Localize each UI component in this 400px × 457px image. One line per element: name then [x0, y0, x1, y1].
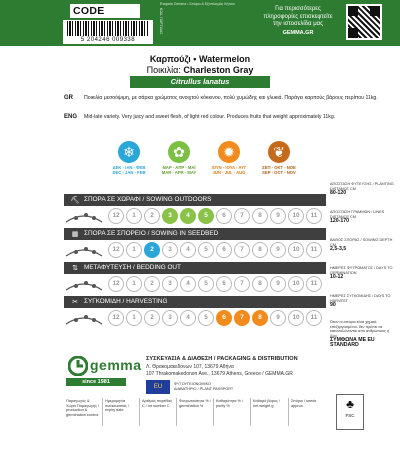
month-circle: 9 — [270, 242, 286, 258]
cell-label: Παραγωγός & Χώρα Παραγωγής / production & germination control — [66, 399, 100, 417]
month-circle: 4 — [180, 276, 196, 292]
month-circle: 6 — [216, 242, 232, 258]
season-summer — [206, 141, 252, 175]
latin-name: Citrullus lanatus — [130, 76, 270, 88]
month-circle: 11 — [306, 208, 322, 224]
season-autumn — [256, 141, 302, 175]
description-en: Mid-late variety. Very juicy and sweet flesh, of light red colour. Produces fruits that weight approximately 11kg. — [84, 114, 336, 120]
month-circle: 2 — [144, 310, 160, 326]
product-title: Καρπούζι • Watermelon — [149, 54, 251, 64]
season-label-gr: ΣΕΠ - ΟΚΤ - ΝΟΕ — [262, 165, 296, 170]
month-circle: 7 — [234, 310, 250, 326]
variety-name: Charleston Gray — [183, 65, 254, 75]
month-circle: 4 — [180, 242, 196, 258]
fsc-logo — [336, 394, 364, 430]
spec-value: 10-12 — [330, 274, 344, 281]
season-label-en: DEC - JAN - FEB — [112, 170, 146, 175]
season-label-en: SEP - OCT - NOV — [262, 170, 296, 175]
month-circle: 5 — [198, 310, 214, 326]
packaging-heading: ΣΥΣΚΕΥΑΣΙΑ & ΔΙΑΘΕΣΗ / PACKAGING & DISTRIBUTION — [146, 356, 298, 362]
address-gr: Λ. Θρακομακεδόνων 107, 13679 Αθήνα — [146, 364, 234, 370]
month-circle: 3 — [162, 242, 178, 258]
product-code: CODE — [70, 4, 140, 18]
season-winter — [106, 141, 152, 175]
harvest-icon: ✂ — [72, 299, 78, 306]
spec-value: 90 — [330, 302, 336, 309]
fsc-text: FSC — [345, 413, 355, 418]
month-circle: 11 — [306, 242, 322, 258]
variety-line — [0, 65, 400, 75]
transplant-icon: ⇅ — [72, 265, 78, 272]
cell-expiry — [102, 398, 139, 426]
barcode-bars — [67, 21, 149, 36]
activity-row-0-label: ΣΠΟΡΑ ΣΕ ΧΩΡΑΦΙ / SOWING OUTDOORS — [64, 194, 326, 206]
leaf-icon: ❦ — [268, 141, 290, 163]
cell-net-weight — [250, 398, 288, 426]
lang-gr: GR — [64, 95, 73, 101]
field-sowing-icon: ⛏ — [70, 197, 80, 204]
month-circle: 6 — [216, 276, 232, 292]
month-circle: 9 — [270, 310, 286, 326]
cell-label: Αριθμός παρτίδας C / lot number C — [142, 399, 173, 408]
spec-value: ΣΥΜΦΩΝΑ ΜΕ EU STANDARD — [330, 337, 375, 348]
illustration-harvest-icon — [64, 308, 106, 338]
month-circle: 5 — [198, 242, 214, 258]
month-circle: 11 — [306, 276, 322, 292]
month-circle: 5 — [198, 276, 214, 292]
tree-icon: ♣ — [346, 397, 354, 411]
spec-label: ΑΠΟΣΤΑΣΗ ΓΡΑΜΜΩΝ / LINES DISTANCE CM — [330, 210, 385, 219]
spec-value: 2,5-3,5 — [330, 246, 347, 253]
month-circle: 10 — [288, 276, 304, 292]
gemma-logo-icon — [68, 356, 88, 376]
month-circle: 10 — [288, 208, 304, 224]
month-circle: 6 — [216, 310, 232, 326]
cell-label: Καθαρό βάρος / net weight g — [253, 399, 280, 408]
barcode — [63, 20, 153, 44]
season-label-gr: ΔΕΚ - ΙΑΝ - ΦΕΒ — [112, 165, 146, 170]
info-text: Για περισσότερες πληροφορίες επισκεφτείτε την ιστοσελίδα μας — [263, 6, 333, 27]
month-circle: 2 — [144, 208, 160, 224]
month-circle: 1 — [126, 276, 142, 292]
info-url[interactable]: GEMMA.GR — [282, 30, 314, 36]
month-circle: 3 — [162, 276, 178, 292]
spec-label: ΗΜΕΡΕΣ ΦΥΤΡΩΜΑΤΟΣ / DAYS TO GERMINATION — [330, 266, 393, 275]
activity-row-3-label: ΣΥΓΚΟΜΙΔΗ / HARVESTING — [64, 296, 326, 308]
spec-warning — [330, 320, 396, 348]
month-circle: 2 — [144, 276, 160, 292]
month-circle: 12 — [108, 208, 124, 224]
month-row-2 — [108, 276, 324, 292]
month-row-0 — [108, 208, 324, 224]
since-badge: since 1981 — [66, 378, 126, 386]
spec-sowing-depth — [330, 238, 396, 252]
month-circle: 7 — [234, 208, 250, 224]
month-circle: 9 — [270, 276, 286, 292]
packet-data-cells — [64, 398, 326, 426]
spec-harvest-days — [330, 294, 396, 308]
spec-label: ΗΜΕΡΕΣ ΣΥΓΚΟΜΙΔΗΣ / DAYS TO HARVEST — [330, 294, 391, 303]
season-label-en: MAR - APR - MAY — [161, 170, 197, 175]
description-gr: Ποικιλία μεσοόψιμη, με σάρκα χρώματος ανοιχτού κόκκινου, πολύ χυμώδης και γλυκιά. Παράγει καρπούς βάρους περίπου 11kg. — [84, 95, 378, 101]
spec-label: ΑΠΟΣΤΑΣΗ ΦΥΤΕΥΣΗΣ / PLANTING DISTANCE CM — [330, 182, 394, 191]
snowflake-icon: ❄ — [118, 141, 140, 163]
month-row-1 — [108, 242, 324, 258]
cell-seeds — [288, 398, 326, 426]
month-circle: 8 — [252, 276, 268, 292]
supplier-line: Εταιρεία Gemma • Σπόροι & Εξοπλισμός Κήπου — [160, 2, 235, 6]
cell-germination — [176, 398, 213, 426]
month-row-3 — [108, 310, 324, 326]
activity-row-2-label: ΜΕΤΑΦΥΤΕΥΣΗ / BEDDING OUT — [64, 262, 326, 274]
flower-icon: ✿ — [168, 141, 190, 163]
season-label-gr: ΙΟΥΝ - ΙΟΥΛ - ΑΥΓ — [211, 165, 247, 170]
month-circle: 7 — [234, 242, 250, 258]
eu-flag-icon: EU — [146, 380, 170, 394]
month-circle: 1 — [126, 310, 142, 326]
month-circle: 12 — [108, 310, 124, 326]
plant-passport: ΦΥΤΟΥΓΕΙΟΝΟΜΙΚΟ ΔΙΑΒΑΤΗΡΙΟ / PLANT PASSPORT — [174, 382, 234, 391]
season-label-en: JUN - JUL - AUG — [212, 170, 246, 175]
month-circle: 12 — [108, 276, 124, 292]
month-circle: 9 — [270, 208, 286, 224]
month-circle: 12 — [108, 242, 124, 258]
brand-name: gemma — [90, 357, 142, 373]
cell-purity — [213, 398, 250, 426]
lang-en: ENG — [64, 114, 78, 120]
month-circle: 7 — [234, 276, 250, 292]
cell-label: Φυτρωτικότητα % / germination % — [179, 399, 211, 408]
cell-lot — [139, 398, 176, 426]
ean-number: 5 204246 009338 — [80, 37, 136, 43]
cell-producer — [64, 398, 102, 426]
spec-label: Όταν οι σπόροι είναι χημικά επεξεργασμένοι, δεν πρέπει να καταναλώνονται από ανθρώπους ή ζώα — [330, 320, 390, 338]
month-circle: 3 — [162, 310, 178, 326]
month-circle: 2 — [144, 242, 160, 258]
header-band — [0, 0, 400, 46]
month-circle: 6 — [216, 208, 232, 224]
spec-planting-distance — [330, 182, 396, 196]
qr-code[interactable] — [346, 4, 382, 40]
sun-icon: ✹ — [218, 141, 240, 163]
month-circle: 5 — [198, 208, 214, 224]
spec-lines-distance — [330, 210, 396, 224]
qr-code-icon — [348, 6, 380, 38]
month-circle: 8 — [252, 310, 268, 326]
spec-label: ΒΑΘΟΣ ΣΠΟΡΑΣ / SOWING DEPTH CM — [330, 238, 393, 247]
activity-row-1-label: ΣΠΟΡΑ ΣΕ ΣΠΟΡΕΙΟ / SOWING IN SEEDBED — [64, 228, 326, 240]
month-circle: 10 — [288, 310, 304, 326]
spec-germination-days — [330, 266, 396, 280]
season-spring — [156, 141, 202, 175]
spec-value: 120-170 — [330, 218, 350, 225]
month-circle: 1 — [126, 208, 142, 224]
spec-value: 80-120 — [330, 190, 347, 197]
month-circle: 3 — [162, 208, 178, 224]
month-circle: 8 — [252, 242, 268, 258]
lot-label: ΚΩΔ. ΠΑΡΤΙΔΑΣ — [159, 8, 163, 35]
cell-label: Σπόροι / seeds approx. — [291, 399, 317, 408]
month-circle: 11 — [306, 310, 322, 326]
month-circle: 10 — [288, 242, 304, 258]
month-circle: 8 — [252, 208, 268, 224]
month-circle: 4 — [180, 208, 196, 224]
cell-label: Καθαρότητα % / purity % — [216, 399, 243, 408]
cell-label: Ημερομηνία συσκευασίας / expiry date — [105, 399, 129, 413]
month-circle: 1 — [126, 242, 142, 258]
season-label-gr: ΜΑΡ - ΑΠΡ - ΜΑΪ — [162, 165, 196, 170]
month-circle: 4 — [180, 310, 196, 326]
address-en: 107 Thrakomakedonon Ave., 13679 Athens, Greece / GEMMA.GR — [146, 371, 293, 377]
seedbed-icon: ▦ — [71, 231, 79, 238]
variety-label: Ποικιλία: — [146, 65, 184, 75]
